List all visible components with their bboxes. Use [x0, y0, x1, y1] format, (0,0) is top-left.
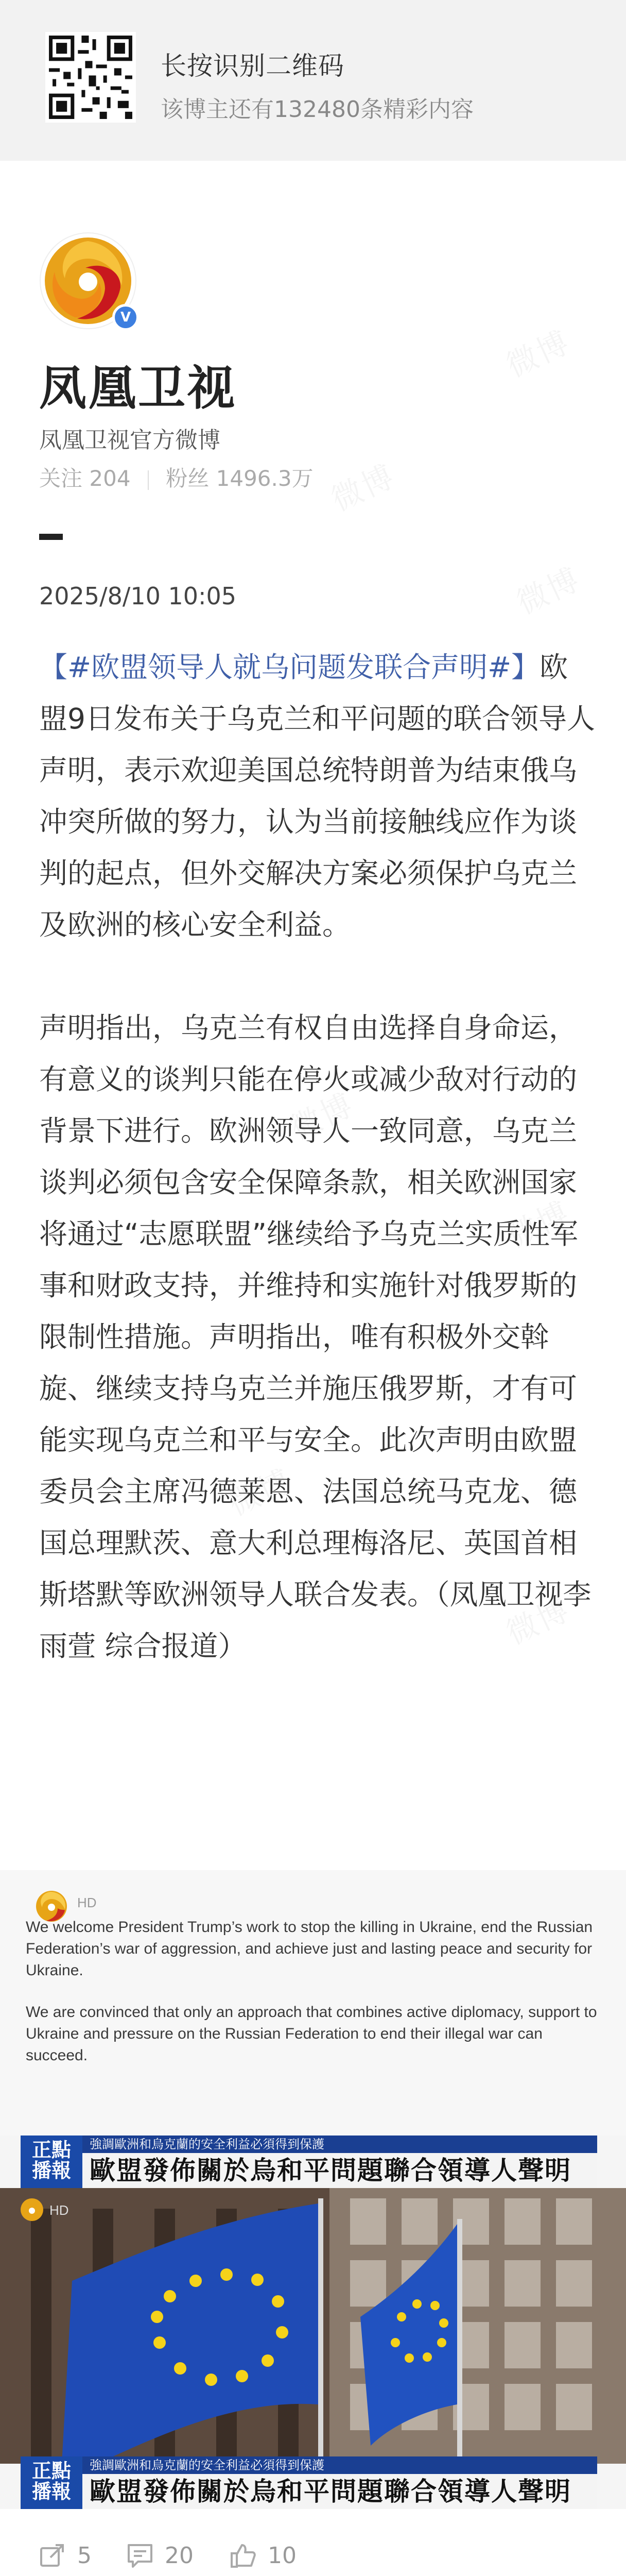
banner-subtitle: 该博主还有132480条精彩内容 — [161, 96, 474, 123]
following-label: 关注 — [39, 466, 83, 491]
statement-paragraph-2: We are convinced that only an approach that combines active diplomacy, support to Ukraine and pressure on the Russian Federation to end their illegal war can succeed. — [26, 2004, 597, 2064]
banner-title: 长按识别二维码 — [161, 51, 344, 81]
post-action-bar — [0, 2524, 626, 2576]
profile-stats — [39, 462, 314, 493]
post-image[interactable] — [0, 1870, 626, 2509]
statement-document-screenshot — [0, 1870, 626, 2136]
qr-code-icon[interactable] — [45, 32, 136, 123]
tag-bottom: 播報 — [31, 2480, 71, 2503]
statement-paragraph-1: We welcome President Trump’s work to stop the killing in Ukraine, end the Russian Federation’s war of aggression, and achieve just and lasting peace and security for Ukraine. — [26, 1919, 593, 1979]
hd-label: HD — [77, 1895, 97, 1910]
watermark — [498, 318, 577, 386]
comment-icon — [127, 2542, 153, 2569]
section-divider — [39, 534, 63, 540]
news-hour-tag — [21, 2136, 82, 2188]
comment-count: 20 — [165, 2542, 194, 2569]
fans-count[interactable]: 1496.3万 — [216, 466, 314, 491]
verified-badge-icon: V — [112, 304, 139, 331]
share-count: 5 — [77, 2542, 92, 2569]
watermark — [509, 555, 587, 623]
news-hour-tag — [21, 2456, 82, 2509]
tag-bottom: 播報 — [31, 2159, 71, 2182]
tag-top: 正點 — [31, 2460, 71, 2482]
video-hd-label: HD — [49, 2202, 69, 2218]
post-date: 2025/8/10 10:05 — [39, 582, 237, 610]
news-ticker — [0, 2456, 626, 2509]
eu-flags-scene — [0, 2188, 626, 2464]
fans-label: 粉丝 — [166, 466, 210, 491]
post-paragraph-1 — [39, 641, 595, 951]
share-button[interactable] — [39, 2540, 92, 2571]
post-body — [39, 641, 595, 1672]
topic-hashtag-link[interactable]: 【#欧盟领导人就乌问题发联合声明#】 — [39, 651, 540, 684]
thumbs-up-icon — [230, 2542, 256, 2569]
eu-flags-video-frame — [0, 2188, 626, 2464]
ticker-subheadline: 強調歐洲和烏克蘭的安全利益必須得到保護 — [82, 2456, 597, 2474]
tag-top: 正點 — [31, 2139, 71, 2161]
comment-button[interactable] — [127, 2540, 194, 2571]
like-button[interactable] — [230, 2540, 297, 2571]
post-paragraph-1-text: 欧盟9日发布关于乌克兰和平问题的联合领导人声明，表示欢迎美国总统特朗普为结束俄乌冲突所做的努力，认为当前接触线应作为谈判的起点，但外交解决方案必须保护乌克兰及欧洲的核心安全利益。 — [39, 651, 595, 941]
stats-divider — [148, 470, 149, 490]
watermark — [323, 452, 402, 520]
ticker-subheadline: 強調歐洲和烏克蘭的安全利益必須得到保護 — [82, 2136, 597, 2153]
qr-banner[interactable] — [0, 0, 626, 161]
news-ticker — [0, 2136, 626, 2188]
share-icon — [39, 2542, 66, 2569]
ticker-headline: 歐盟發佈關於烏和平問題聯合領導人聲明 — [82, 2153, 597, 2188]
profile-name[interactable]: 凤凰卫视 — [39, 361, 237, 416]
following-count[interactable]: 204 — [89, 466, 131, 491]
like-count: 10 — [268, 2542, 297, 2569]
post-paragraph-2: 声明指出，乌克兰有权自由选择自身命运，有意义的谈判只能在停火或减少敌对行动的背景下进行。欧洲领导人一致同意，乌克兰谈判必须包含安全保障条款，相关欧洲国家将通过“志愿联盟”继续给予乌克兰实质性军事和财政支持，并维持和实施针对俄罗斯的限制性措施。声明指出，唯有积极外交斡旋、继续支持乌克兰并施压俄罗斯，才有可能实现乌克兰和平与安全。此次声明由欧盟委员会主席冯德莱恩、法国总统马克龙、德国总理默茨、意大利总理梅洛尼、英国首相斯塔默等欧洲领导人联合发表。（凤凰卫视李雨萱 综合报道） — [39, 1011, 592, 1663]
profile-description: 凤凰卫视官方微博 — [39, 427, 220, 453]
ticker-headline: 歐盟發佈關於烏和平問題聯合領導人聲明 — [82, 2474, 597, 2509]
